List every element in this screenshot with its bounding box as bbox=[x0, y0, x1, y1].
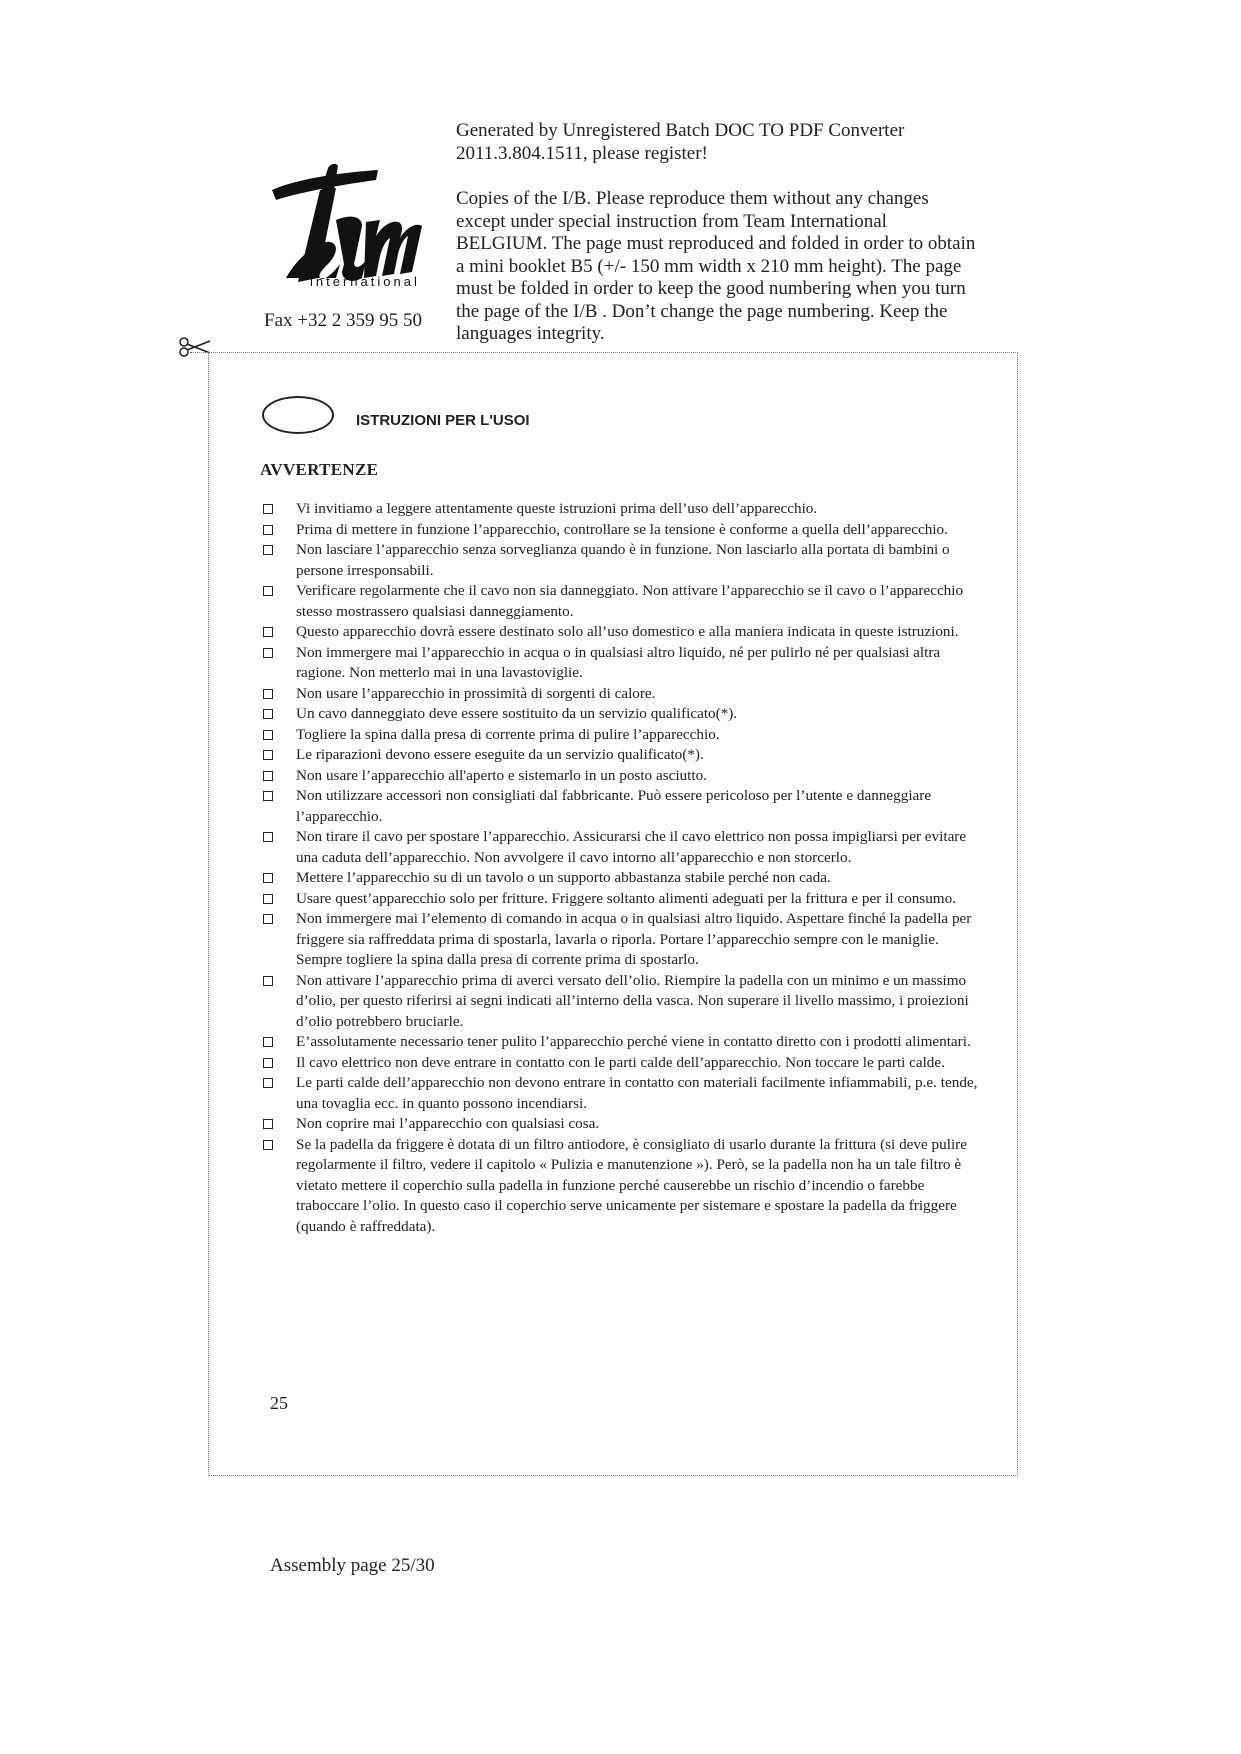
checkbox-icon bbox=[263, 730, 273, 740]
list-item bbox=[260, 581, 985, 622]
generated-notice: Generated by Unregistered Batch DOC TO PDF Converter 2011.3.804.1511, please register! bbox=[456, 120, 905, 164]
cut-line bbox=[190, 352, 210, 353]
list-item bbox=[260, 1135, 985, 1238]
list-item-text: Il cavo elettrico non deve entrare in contatto con le parti calde dell’apparecchio. Non toccare le parti calde. bbox=[296, 1053, 945, 1071]
team-international-logo bbox=[258, 160, 428, 290]
checkbox-icon bbox=[263, 545, 273, 555]
checkbox-icon bbox=[263, 1078, 273, 1088]
checkbox-icon bbox=[263, 709, 273, 719]
list-item bbox=[260, 725, 985, 746]
list-item-text: Mettere l’apparecchio su di un tavolo o un supporto abbastanza stabile perché non cada. bbox=[296, 869, 831, 886]
list-item-text: Prima di mettere in funzione l’apparecchio, controllare se la tensione è conforme a quella dell’apparecchio. bbox=[296, 520, 948, 538]
list-item bbox=[260, 1114, 985, 1135]
list-item-text: Non utilizzare accessori non consigliati dal fabbricante. Può essere pericoloso per l’utente e danneggiare l’apparecchio. bbox=[296, 787, 932, 825]
list-item-text: Non immergere mai l’apparecchio in acqua o in qualsiasi altro liquido, né per pulirlo né per qualsiasi altra ragione. Non metterlo mai in una lavastoviglie. bbox=[296, 643, 941, 681]
list-item-text: Le riparazioni devono essere eseguite da un servizio qualificato(*). bbox=[296, 746, 704, 763]
checkbox-icon bbox=[263, 894, 273, 904]
list-item-text: Togliere la spina dalla presa di corrente prima di pulire l’apparecchio. bbox=[296, 725, 720, 743]
list-item-text: Verificare regolarmente che il cavo non sia danneggiato. Non attivare l’apparecchio se il cavo o l’apparecchio stesso mostrassero qualsiasi danneggiamento. bbox=[296, 582, 964, 620]
list-item bbox=[260, 540, 985, 581]
checkbox-icon bbox=[263, 1119, 273, 1129]
list-item-text: Questo apparecchio dovrà essere destinato solo all’uso domestico e alla maniera indicata in queste istruzioni. bbox=[296, 623, 959, 640]
list-item bbox=[260, 745, 985, 766]
list-item bbox=[260, 1073, 985, 1114]
list-item bbox=[260, 1053, 985, 1074]
list-item-text: Se la padella da friggere è dotata di un filtro antiodore, è consigliato di usarlo durante la frittura (si deve pulire regolarmente il filtro, vedere il capitolo « Pulizia e manutenzione »). Però, se la padella non ha un tale filtro è vietato mettere il coperchio sulla padella in funzione perché causerebbe un rischio d’incendio o farebbe traboccare l’olio. In questo caso il coperchio serve unicamente per sistemare e spostare la padella da friggere (quando è raffreddata). bbox=[296, 1135, 967, 1235]
list-item-text: Non usare l’apparecchio in prossimità di sorgenti di calore. bbox=[296, 684, 656, 702]
list-item bbox=[260, 786, 985, 827]
list-item-text: Non coprire mai l’apparecchio con qualsiasi cosa. bbox=[296, 1115, 600, 1132]
list-item-text: Vi invitiamo a leggere attentamente queste istruzioni prima dell’uso dell’apparecchio. bbox=[296, 500, 818, 517]
checkbox-icon bbox=[263, 648, 273, 658]
list-item bbox=[260, 622, 985, 643]
warnings-heading: AVVERTENZE bbox=[260, 460, 379, 479]
scissors-icon bbox=[178, 336, 212, 358]
checkbox-icon bbox=[263, 586, 273, 596]
list-item bbox=[260, 520, 985, 541]
header-notice bbox=[456, 120, 976, 346]
checkbox-icon bbox=[263, 750, 273, 760]
checkbox-icon bbox=[263, 914, 273, 924]
list-item-text: Non tirare il cavo per spostare l’apparecchio. Assicurarsi che il cavo elettrico non possa impigliarsi per evitare una caduta dell’apparecchio. Non avvolgere il cavo intorno all’apparecchio e non storcerlo. bbox=[296, 828, 967, 866]
checkbox-icon bbox=[263, 873, 273, 883]
list-item bbox=[260, 889, 985, 910]
page-number: 25 bbox=[270, 1393, 288, 1413]
language-oval-icon bbox=[262, 396, 334, 434]
list-item bbox=[260, 1032, 985, 1053]
list-item-text: Le parti calde dell’apparecchio non devono entrare in contatto con materiali facilmente infiammabili, p.e. tende, una tovaglia ecc. in quanto possono incendiarsi. bbox=[296, 1074, 978, 1112]
list-item-text: Un cavo danneggiato deve essere sostituito da un servizio qualificato(*). bbox=[296, 705, 738, 722]
list-item-text: Non immergere mai l’elemento di comando in acqua o in qualsiasi altro liquido. Aspettare finché la padella per friggere sia raffreddata prima di spostarla, lavarla o riporla. Portare l’apparecchio sempre con le maniglie. Sempre togliere la spina dalla presa di corrente prima di spostarlo. bbox=[296, 910, 972, 968]
list-item bbox=[260, 909, 985, 971]
warning-list bbox=[260, 499, 985, 1237]
checkbox-icon bbox=[263, 689, 273, 699]
list-item-text: Usare quest’apparecchio solo per fritture. Friggere soltanto alimenti adeguati per la frittura e per il consumo. bbox=[296, 889, 956, 907]
checkbox-icon bbox=[263, 504, 273, 514]
list-item-text: E’assolutamente necessario tener pulito l’apparecchio perché viene in contatto diretto con i prodotti alimentari. bbox=[296, 1033, 971, 1050]
fax-number: Fax +32 2 359 95 50 bbox=[264, 310, 422, 331]
checkbox-icon bbox=[263, 791, 273, 801]
checkbox-icon bbox=[263, 976, 273, 986]
list-item bbox=[260, 766, 985, 787]
list-item-text: Non usare l’apparecchio all'aperto e sistemarlo in un posto asciutto. bbox=[296, 766, 707, 784]
checkbox-icon bbox=[263, 771, 273, 781]
section-title: ISTRUZIONI PER L'USOI bbox=[356, 412, 530, 429]
list-item bbox=[260, 704, 985, 725]
checkbox-icon bbox=[263, 1058, 273, 1068]
list-item-text: Non lasciare l’apparecchio senza sorveglianza quando è in funzione. Non lasciarlo alla portata di bambini o persone irresponsabili. bbox=[296, 541, 950, 579]
checkbox-icon bbox=[263, 627, 273, 637]
checkbox-icon bbox=[263, 1140, 273, 1150]
list-item bbox=[260, 827, 985, 868]
list-item bbox=[260, 971, 985, 1033]
checkbox-icon bbox=[263, 1037, 273, 1047]
list-item bbox=[260, 499, 985, 520]
list-item bbox=[260, 643, 985, 684]
checkbox-icon bbox=[263, 832, 273, 842]
reproduction-instructions: Copies of the I/B. Please reproduce them without any changes except under special instruction from Team International BELGIUM. The page must reproduced and folded in order to obtain a mini booklet B5 (+/- 150 mm width x 210 mm height). The page must be folded in order to keep the good numbering when you turn the page of the I/B . Don’t change the page numbering. Keep the languages integrity. bbox=[456, 188, 976, 344]
list-item-text: Non attivare l’apparecchio prima di averci versato dell’olio. Riempire la padella con un minimo e un massimo d’olio, per questo riferirsi ai segni indicati all’interno della vasca. Non superare il livello massimo, i proiezioni d’olio potrebbero bruciarle. bbox=[296, 971, 969, 1030]
checkbox-icon bbox=[263, 525, 273, 535]
list-item bbox=[260, 868, 985, 889]
assembly-page-label: Assembly page 25/30 bbox=[270, 1555, 435, 1576]
list-item bbox=[260, 684, 985, 705]
svg-text:international: international bbox=[310, 274, 420, 289]
